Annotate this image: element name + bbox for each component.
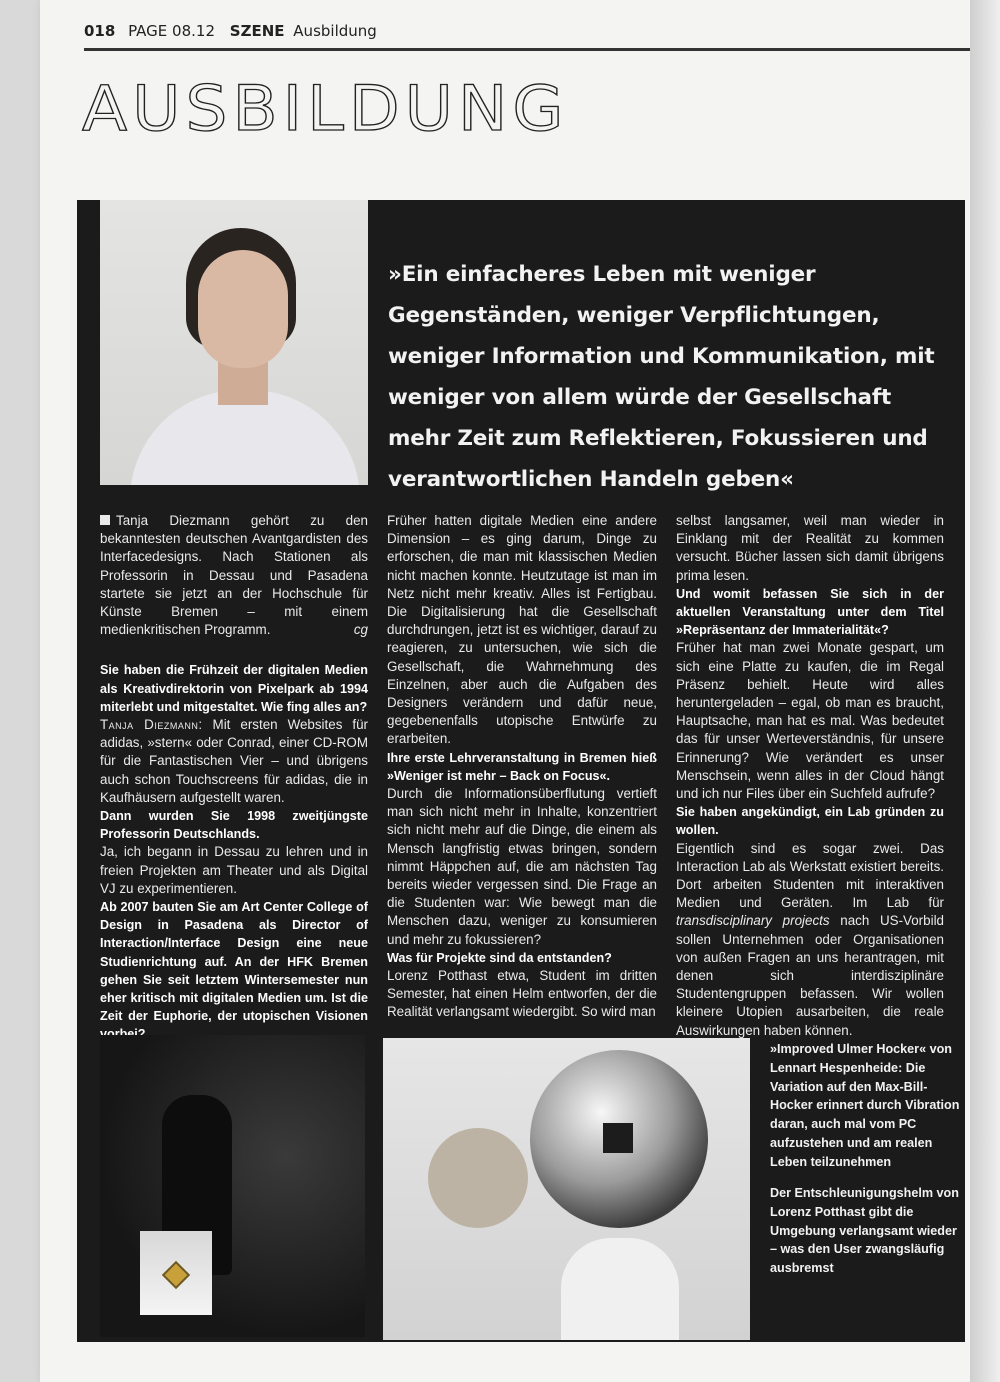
page-title: AUSBILDUNG xyxy=(82,71,569,146)
question-4: Ihre erste Lehrveranstaltung in Bremen hieß »Weniger ist mehr – Back on Focus«. xyxy=(387,750,657,783)
intro-paragraph: Tanja Diezmann gehört zu den bekanntesten deutschen Avantgardisten des Interfacedesigns. Nach Stationen als Professorin in Dessau und Pasadena startete sie jetzt an der Hochschule für Künste Bremen – mit einem medienkritischen Programm. cg xyxy=(100,512,368,639)
magazine-issue: PAGE 08.12 xyxy=(128,22,215,40)
question-6: Und womit befassen Sie sich in der aktuellen Veranstaltung unter dem Titel »Repräsentanz der Immaterialität«? xyxy=(676,586,944,638)
column-1 xyxy=(100,512,368,1044)
answer-1: Tanja Diezmann: Mit ersten Websites für adidas, »stern« oder Conrad, einer CD-ROM für die Fantastischen Vier – und übrigens auch schon Touchscreens für adidas, die in Kaufhäusern aufgestellt waren. xyxy=(100,717,368,805)
answer-4: Durch die Informationsüberflutung vertieft man sich nicht mehr in Inhalte, konzentriert sich nicht mehr auf die Dinge, die einem als Mensch langfristig etwas bringen, sondern nimmt Häppchen auf, die am nächsten Tag bereits wieder vergessen sind. Die Frage an die Studenten war: Wie bewegt man die Menschen dazu, weniger zu konsumieren und mehr zu fokussieren? xyxy=(387,786,657,947)
answer-5: Lorenz Potthast etwa, Student im dritten Semester, hat einen Helm entworfen, der die Realität verlangsamt wiedergibt. So wird man xyxy=(387,968,657,1020)
caption-helmet: Der Entschleunigungshelm von Lorenz Potthast gibt die Umgebung verlangsamt wieder – was den User zwangsläufig ausbremst xyxy=(770,1186,959,1276)
square-bullet-icon xyxy=(100,515,110,525)
subsection-name: Ausbildung xyxy=(293,22,377,40)
page-header xyxy=(84,22,377,40)
question-1: Sie haben die Frühzeit der digitalen Medien als Kreativdirektorin von Pixelpark ab 1994 miterlebt und mitgestaltet. Wie fing alles an? xyxy=(100,663,368,714)
question-2: Dann wurden Sie 1998 zweitjüngste Professorin Deutschlands. xyxy=(100,809,368,842)
page-number: 018 xyxy=(84,22,116,40)
lab-name: transdisciplinary projects xyxy=(676,913,830,929)
answer-2: Ja, ich begann in Dessau zu lehren und in freien Projekten am Theater und als Digital VJ zu experimentieren. xyxy=(100,844,368,896)
author-initials: cg xyxy=(353,622,368,638)
answer-6: Früher hat man zwei Monate gespart, um sich eine Platte zu kaufen, die im Regal Präsenz behielt. Heute wird alles heruntergeladen – egal, ob man es braucht, Hauptsache, man hat es mal. Was bedeutet das für unser Werteverständnis, für unsere Erinnerung? Wie verändert es unser Menschsein, wenn alles in der Cloud hängt und ich nur Files über ein Suchfeld aufrufe? xyxy=(676,640,944,802)
section-name: SZENE xyxy=(229,22,285,40)
question-3: Ab 2007 bauten Sie am Art Center College of Design in Pasadena als Director of Interaction/Interface Design eine neue Studienrichtung auf. An der HFK Bremen gehen Sie seit letztem Wintersemester nun eher kritisch mit digitalen Medien um. Ist die Zeit der Euphorie, der utopischen Visionen xyxy=(100,900,368,1024)
diamond-icon xyxy=(162,1261,190,1289)
question-5: Was für Projekte sind da entstanden? xyxy=(387,950,612,965)
portrait-photo xyxy=(100,200,368,485)
answer-3: Früher hatten digitale Medien eine andere Dimension – es ging darum, Dinge zu erforschen, die man mit klassischen Medien nicht machen konnte. Heutzutage ist man im Netz nicht mehr kreativ. Alles ist Fertigbau. Die Digitalisierung hat die Gesellschaft durchdrungen, jetzt ist es wichtiger, darauf zu reagieren, zu untersuchen, wie sich die Gesellschaft, die Wahrnehmung des Einzelnen, aber auch die Aufgaben des Designers verändern und dafür neue, gegebenenfalls utopische Entwürfe zu erarbeiten. xyxy=(387,513,657,747)
answer-7: Eigentlich sind es sogar zwei. Das Interaction Lab als Werkstatt existiert bereits. Dort arbeiten Studenten mit interaktiven Medien und Geräten. Im Lab für transdisciplinary projects nach US-Vorbild sollen Unternehmen oder Organisationen von außen Fragen an uns herantragen, mit denen sich interdisziplinäre Studentengruppen befassen. Wir wollen kleinere Utopien ausarbeiten, die reale Auswirkungen haben können. xyxy=(676,840,944,1038)
next-page-edge xyxy=(970,0,1000,1382)
interviewee-name: Tanja Diezmann: xyxy=(100,717,203,733)
caption-stool: »Improved Ulmer Hocker« von Lennart Hespenheide: Die Variation auf den Max-Bill-Hocker erinnert durch Vibration daran, auch mal vom PC aufzustehen und am realen Leben teilzunehmen xyxy=(770,1042,960,1169)
header-rule xyxy=(84,48,970,51)
stool-photo xyxy=(100,1035,365,1337)
column-3 xyxy=(676,512,944,1040)
helmet-photo xyxy=(383,1038,750,1340)
question-7: Sie haben angekündigt, ein Lab gründen zu wollen. xyxy=(676,805,944,838)
answer-5-continued: selbst langsamer, weil man wieder in Einklang mit der Realität zu kommen versucht. Bücher lassen sich damit übrigens prima lesen. xyxy=(676,513,944,583)
column-2 xyxy=(387,512,657,1022)
pull-quote: »Ein einfacheres Leben mit weniger Gegenständen, weniger Verpflichtungen, weniger Information und Kommunikation, mit weniger von allem würde der Gesellschaft mehr Zeit zum Reflektieren, Fokussieren und verantwortlichen Handeln geben« xyxy=(388,262,935,492)
